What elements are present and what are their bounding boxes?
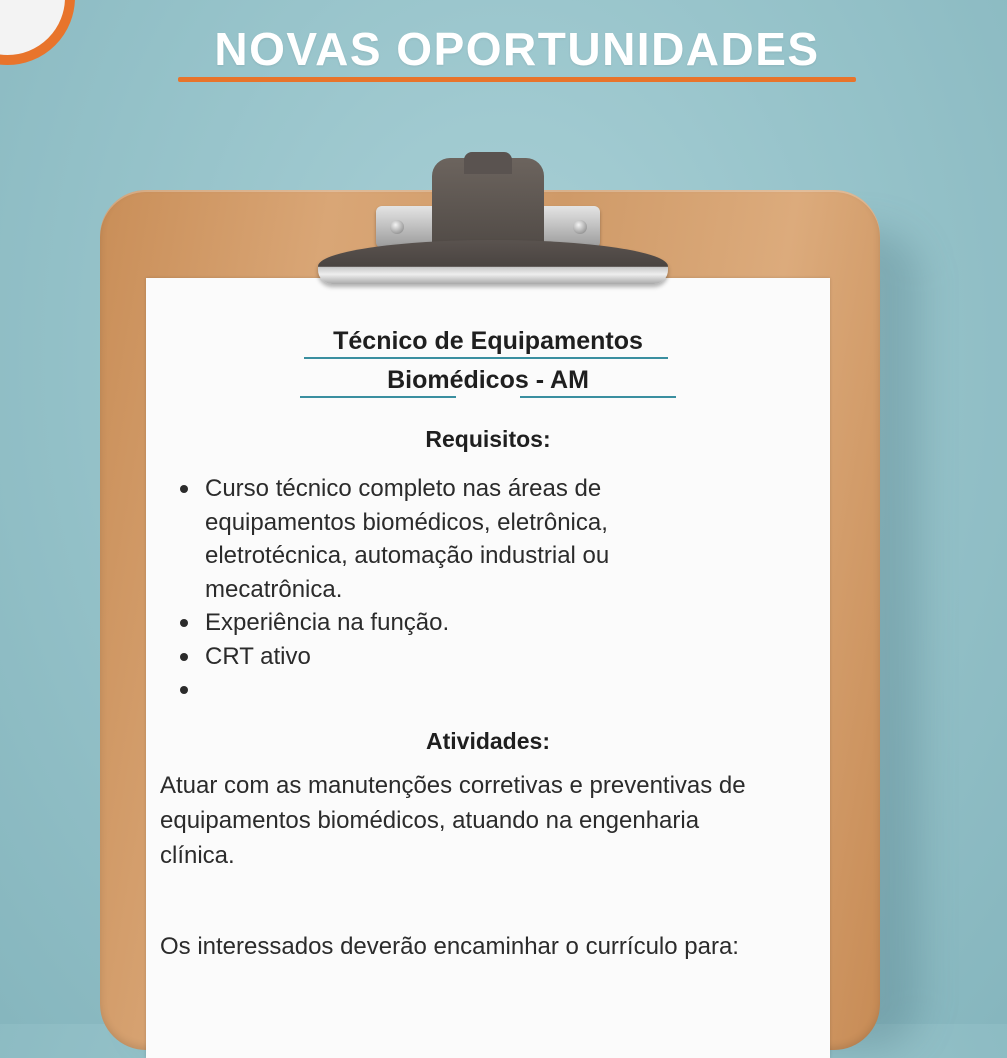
list-item: Curso técnico completo nas áreas de equipamentos biomédicos, eletrônica, eletrotécnica, automação industrial ou mecatrônica. (178, 472, 738, 606)
requirements-list (178, 472, 738, 707)
activities-text: Atuar com as manutenções corretivas e preventivas de equipamentos biomédicos, atuando na engenharia clínica. (160, 772, 746, 869)
brand-logo-corner (0, 0, 75, 65)
job-title-underline-2a (300, 396, 456, 398)
job-title-underline-2b (520, 396, 676, 398)
bullet-icon (180, 619, 188, 627)
job-title-underline-1 (304, 357, 668, 359)
list-item (178, 673, 738, 707)
clip-lever (318, 240, 668, 284)
title-underline (178, 77, 856, 82)
contact-text: Os interessados deverão encaminhar o currículo para: (160, 933, 739, 960)
list-item: CRT ativo (178, 640, 738, 674)
bullet-icon (180, 653, 188, 661)
clip-rivet-right (573, 220, 587, 234)
requirements-heading: Requisitos: (425, 426, 551, 452)
job-title-line-1: Técnico de Equipamentos (333, 327, 643, 355)
bullet-icon (180, 686, 188, 694)
job-title-line-2: Biomédicos - AM (387, 366, 589, 394)
activities-heading: Atividades: (426, 728, 550, 754)
bullet-icon (180, 485, 188, 493)
list-item: Experiência na função. (178, 606, 738, 640)
job-title (300, 322, 676, 400)
clip-rivet-left (390, 220, 404, 234)
page-title: NOVAS OPORTUNIDADES (214, 23, 820, 75)
